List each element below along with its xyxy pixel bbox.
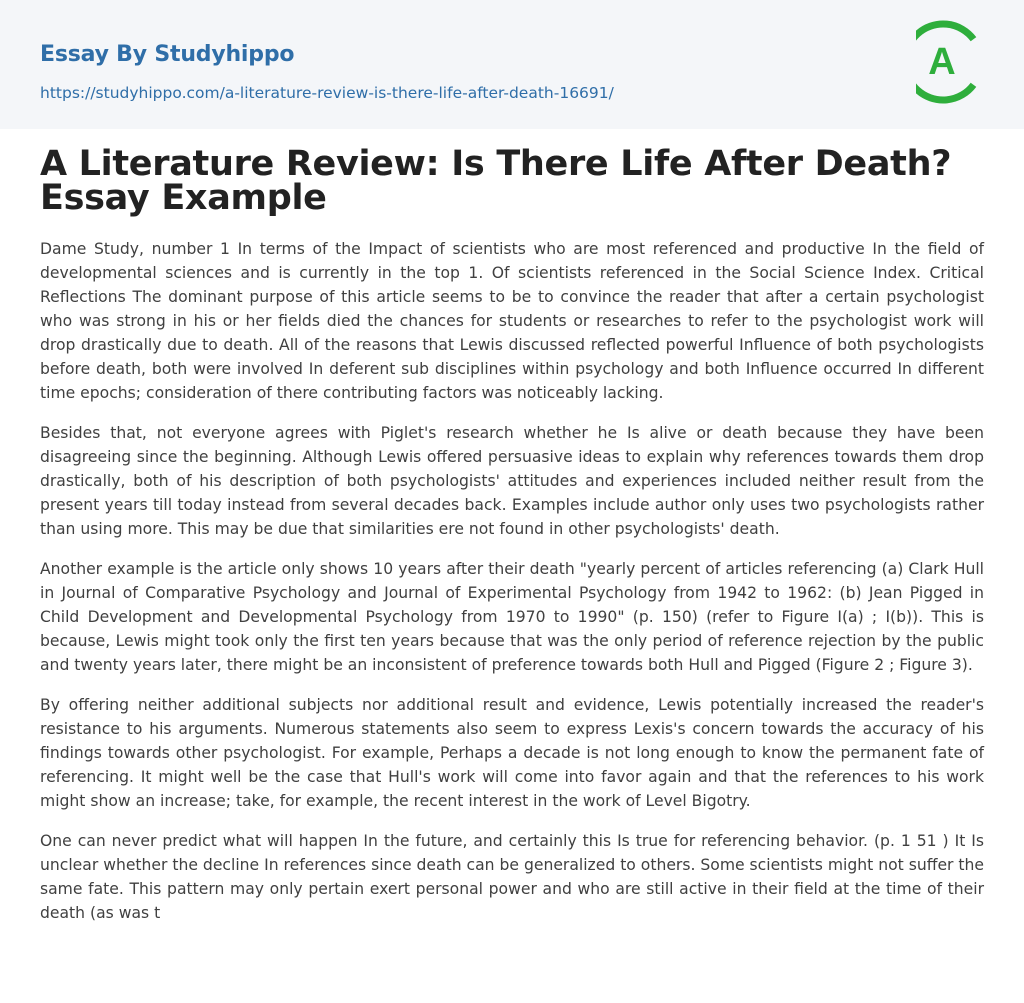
article-paragraphs [40, 237, 984, 925]
article-title-line-1: A Literature Review: Is There Life After Death? [40, 144, 952, 184]
article-body [0, 129, 1024, 925]
studyhippo-logo-icon[interactable] [916, 19, 986, 105]
article-title-line-2: Essay Example [40, 178, 327, 218]
paragraph-4: By offering neither additional subjects nor additional result and evidence, Lewis potentially increased the reader's resistance to his arguments. Numerous statements also seem to express Lexis's concern towards the accuracy of his findings towards other psychologist. For example, Perhaps a decade is not long enough to know the permanent fate of referencing. It might well be the case that Hull's work will come into favor again and that the references to his work might show an increase; take, for example, the recent interest in the work of Level Bigotry. [40, 696, 984, 810]
site-brand[interactable]: Essay By Studyhippo [40, 42, 295, 67]
paragraph-3: Another example is the article only shows 10 years after their death "yearly percent of articles referencing (a) Clark Hull in Journal of Comparative Psychology and Journal of Experimental Psychology from 1942 to 1962: (b) Jean Pigged in Child Development and Developmental Psychology from 1970 to 1990" (p. 150) (refer to Figure I(a) ; I(b)). This is because, Lewis might took only the first ten years because that was the only period of reference rejection by the public and twenty years later, there might be an inconsistent of preference towards both Hull and Pigged (Figure 2 ; Figure 3). [40, 560, 984, 674]
paragraph-1: Dame Study, number 1 In terms of the Impact of scientists who are most referenced and productive In the field of developmental sciences and is currently in the top 1. Of scientists referenced in the Social Science Index. Critical Reflections The dominant purpose of this article seems to be to convince the reader that after a certain psychologist who was strong in his or her fields died the chances for students or researches to refer to the psychologist work will drop drastically due to death. All of the reasons that Lewis discussed reflected powerful Influence of both psychologists before death, both were involved In deferent sub disciplines within psychology and both Influence occurred In different time epochs; consideration of there contributing factors was noticeably lacking. [40, 240, 984, 402]
paragraph-2: Besides that, not everyone agrees with Piglet's research whether he Is alive or death because they have been disagreeing since the beginning. Although Lewis offered persuasive ideas to explain why references towards them drop drastically, both of his description of both psychologists' attitudes and experiences included neither result from the present years till today instead from several decades back. Examples include author only uses two psychologists rather than using more. This may be due that similarities ere not found in other psychologists' death. [40, 424, 984, 538]
essay-url-link[interactable]: https://studyhippo.com/a-literature-review-is-there-life-after-death-16691/ [40, 84, 614, 102]
article-title [40, 144, 984, 218]
paragraph-5: One can never predict what will happen In the future, and certainly this Is true for referencing behavior. (p. 1 51 ) It Is unclear whether the decline In references since death can be generalized to others. Some scientists might not suffer the same fate. This pattern may only pertain exert personal power and who are still active in their field at the time of their death (as was t [40, 832, 985, 922]
logo-letter: A [928, 41, 956, 83]
site-header [0, 0, 1024, 129]
